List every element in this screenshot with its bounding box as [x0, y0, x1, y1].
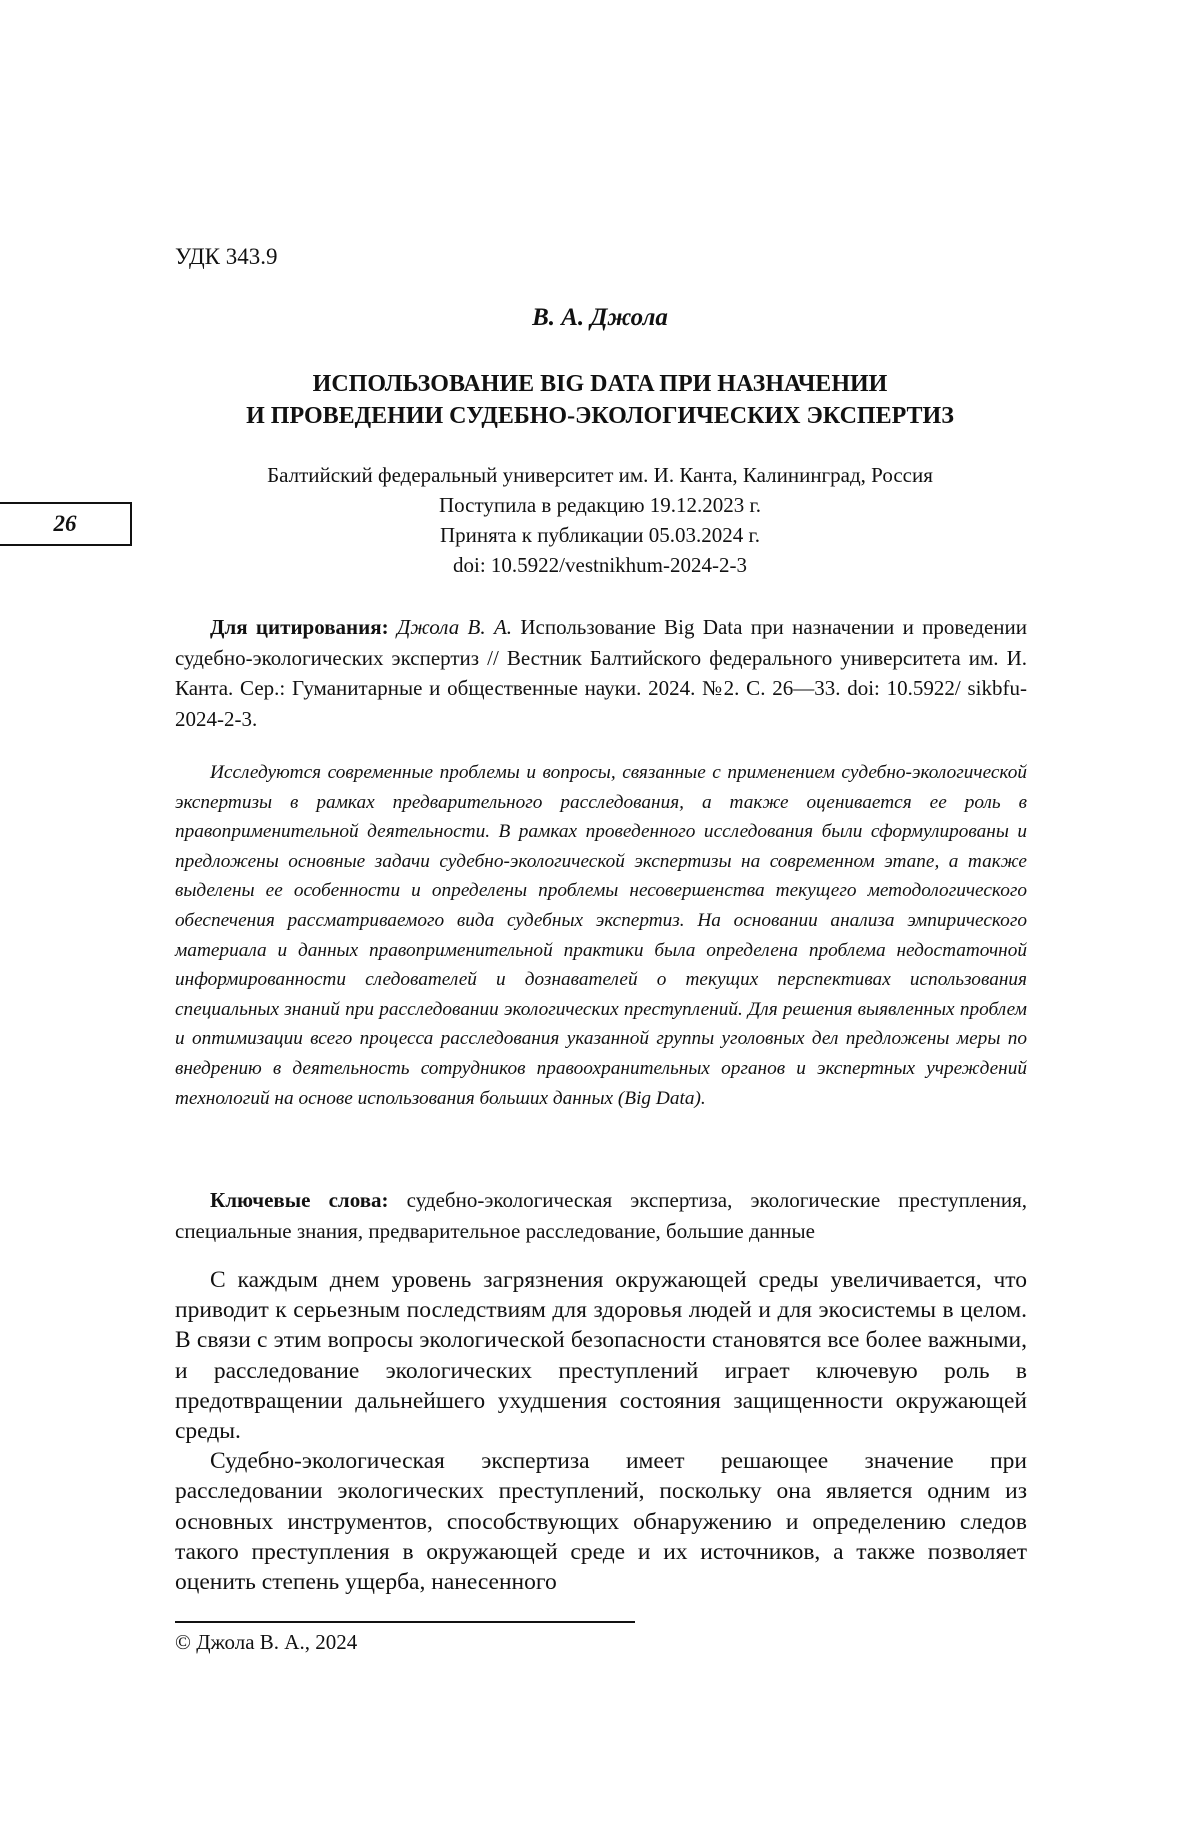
footnote-divider [175, 1621, 635, 1623]
article-meta [0, 460, 1200, 580]
doi: doi: 10.5922/vestnikhum-2024-2-3 [453, 553, 747, 577]
article-title [0, 368, 1200, 432]
citation-label: Для цитирования: [210, 615, 389, 639]
page-number-box [0, 502, 132, 546]
citation [175, 612, 1027, 734]
page-number: 26 [53, 511, 77, 536]
author-name: В. А. Джола [532, 304, 668, 331]
udk-code: УДК 343.9 [175, 244, 278, 269]
keywords [175, 1185, 1027, 1246]
affiliation: Балтийский федеральный университет им. И. Канта, Калининград, Россия [267, 463, 933, 487]
copyright: © Джола В. А., 2024 [175, 1630, 358, 1654]
accepted-date: Принята к публикации 05.03.2024 г. [439, 523, 760, 547]
title-line-2: И ПРОВЕДЕНИИ СУДЕБНО-ЭКОЛОГИЧЕСКИХ ЭКСПЕРТИЗ [246, 403, 954, 429]
body-text [175, 1265, 1027, 1597]
keywords-text: судебно-экологическая экспертиза, экологические преступления, специальные знания, предварительное расследование, большие данные [175, 1188, 1027, 1243]
abstract: Исследуются современные проблемы и вопросы, связанные с применением судебно-экологической экспертизы в рамках предварительного расследования, а также оценивается ее роль в правоприменительной деятельности. В рамках проведенного исследования были сформулированы и предложены основные задачи судебно-экологической экспертизы на современном этапе, а также выделены ее особенности и определены проблемы несовершенства текущего методологического обеспечения рассматриваемого вида судебных экспертиз. На основании анализа эмпирического материала и данных правоприменительной практики была определена проблема недостаточной информированности следователей и дознавателей о текущих перспективах использования специальных знаний при расследовании экологических преступлений. Для решения выявленных проблем и оптимизации всего процесса расследования указанной группы уголовных дел предложены меры по внедрению в деятельность сотрудников правоохранительных органов и экспертных учреждений технологий на основе использования больших данных (Big Data). [175, 762, 1027, 1109]
received-date: Поступила в редакцию 19.12.2023 г. [438, 493, 761, 517]
citation-text: Использование Big Data при назначении и проведении судебно-экологических экспертиз // Вестник Балтийского федерального университета им. И. Канта. Сер.: Гуманитарные и общественные науки. 2024. №2. С. 26—33. doi: 10.5922/ sikbfu-2024-2-3. [175, 615, 1027, 731]
body-paragraph-2: Судебно-экологическая экспертиза имеет решающее значение при расследовании экологических преступлений, поскольку она является одним из основных инструментов, способствующих обнаружению и определению следов такого преступления в окружающей среде и их источников, а также позволяет оценить степень ущерба, нанесенного [175, 1448, 1027, 1596]
body-paragraph-1: С каждым днем уровень загрязнения окружающей среды увеличивается, что приводит к серьезным последствиям для здоровья людей и для экосистемы в целом. В связи с этим вопросы экологической безопасности становятся все более важными, и расследование экологических преступлений играет ключевую роль в предотвращении дальнейшего ухудшения состояния защищенности окружающей среды. [175, 1267, 1027, 1445]
title-line-1: ИСПОЛЬЗОВАНИЕ BIG DATA ПРИ НАЗНАЧЕНИИ [312, 371, 888, 397]
citation-author: Джола В. А. [396, 615, 513, 639]
keywords-label: Ключевые слова: [210, 1188, 389, 1212]
